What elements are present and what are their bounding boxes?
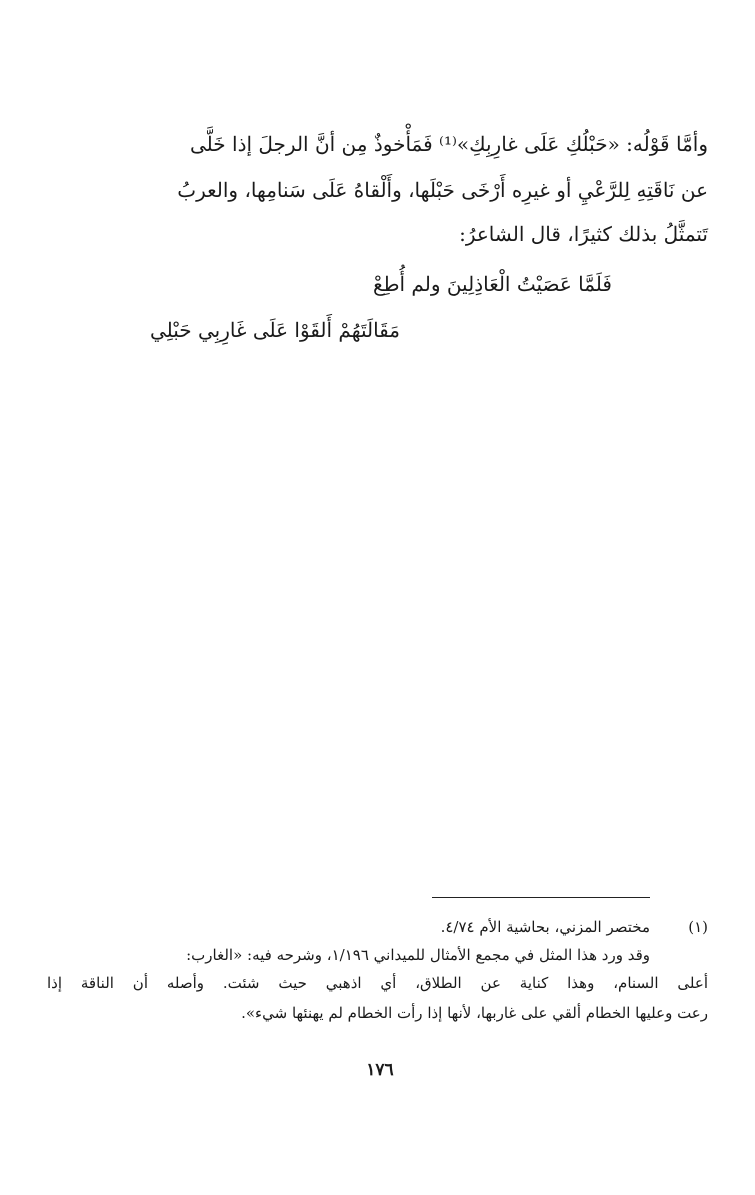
poem-verse-second-hemistich: مَقَالَتَهُمْ أَلقَوْا عَلَى غَارِبِي حَبْلِي — [149, 318, 400, 342]
body-text-line-2: عن نَاقَتِهِ لِلرَّعْيِ أو غيرِه أَرْخَى حَبْلَها، وأَلْقاهُ عَلَى سَنامِها، والعربُ — [177, 178, 708, 202]
body-text-line-3: تَتمثَّلُ بذلك كثيرًا، قال الشاعرُ: — [459, 222, 708, 246]
footnote-separator — [432, 897, 650, 898]
footnote-line-1: مختصر المزني، بحاشية الأم ٤/٧٤. — [440, 918, 650, 936]
footnote-line-2: وقد ورد هذا المثل في مجمع الأمثال للميداني ١/١٩٦، وشرحه فيه: «الغارب: — [186, 946, 650, 964]
footnote-line-4: رعت وعليها الخطام ألقي على غاربها، لأنها إذا رأت الخطام لم يهنئها شيء». — [241, 1004, 708, 1022]
footnote-number: (١) — [688, 918, 708, 936]
page-number: ١٧٦ — [366, 1060, 394, 1080]
footnote-line-3: أعلى السنام، وهذا كناية عن الطلاق، أي اذهبي حيث شئت. وأصله أن الناقة إذا — [47, 974, 708, 992]
body-text-line-1: وأمَّا قَوْلُه: «حَبْلُكِ عَلَى غارِبِكِ»⁽¹⁾ فَمَأْخوذٌ مِن أنَّ الرجلَ إذا خَلَّى — [190, 132, 708, 156]
poem-verse-first-hemistich: فَلَمَّا عَصَيْتُ الْعَاذِلِينَ ولم أُطِعْ — [372, 272, 612, 296]
